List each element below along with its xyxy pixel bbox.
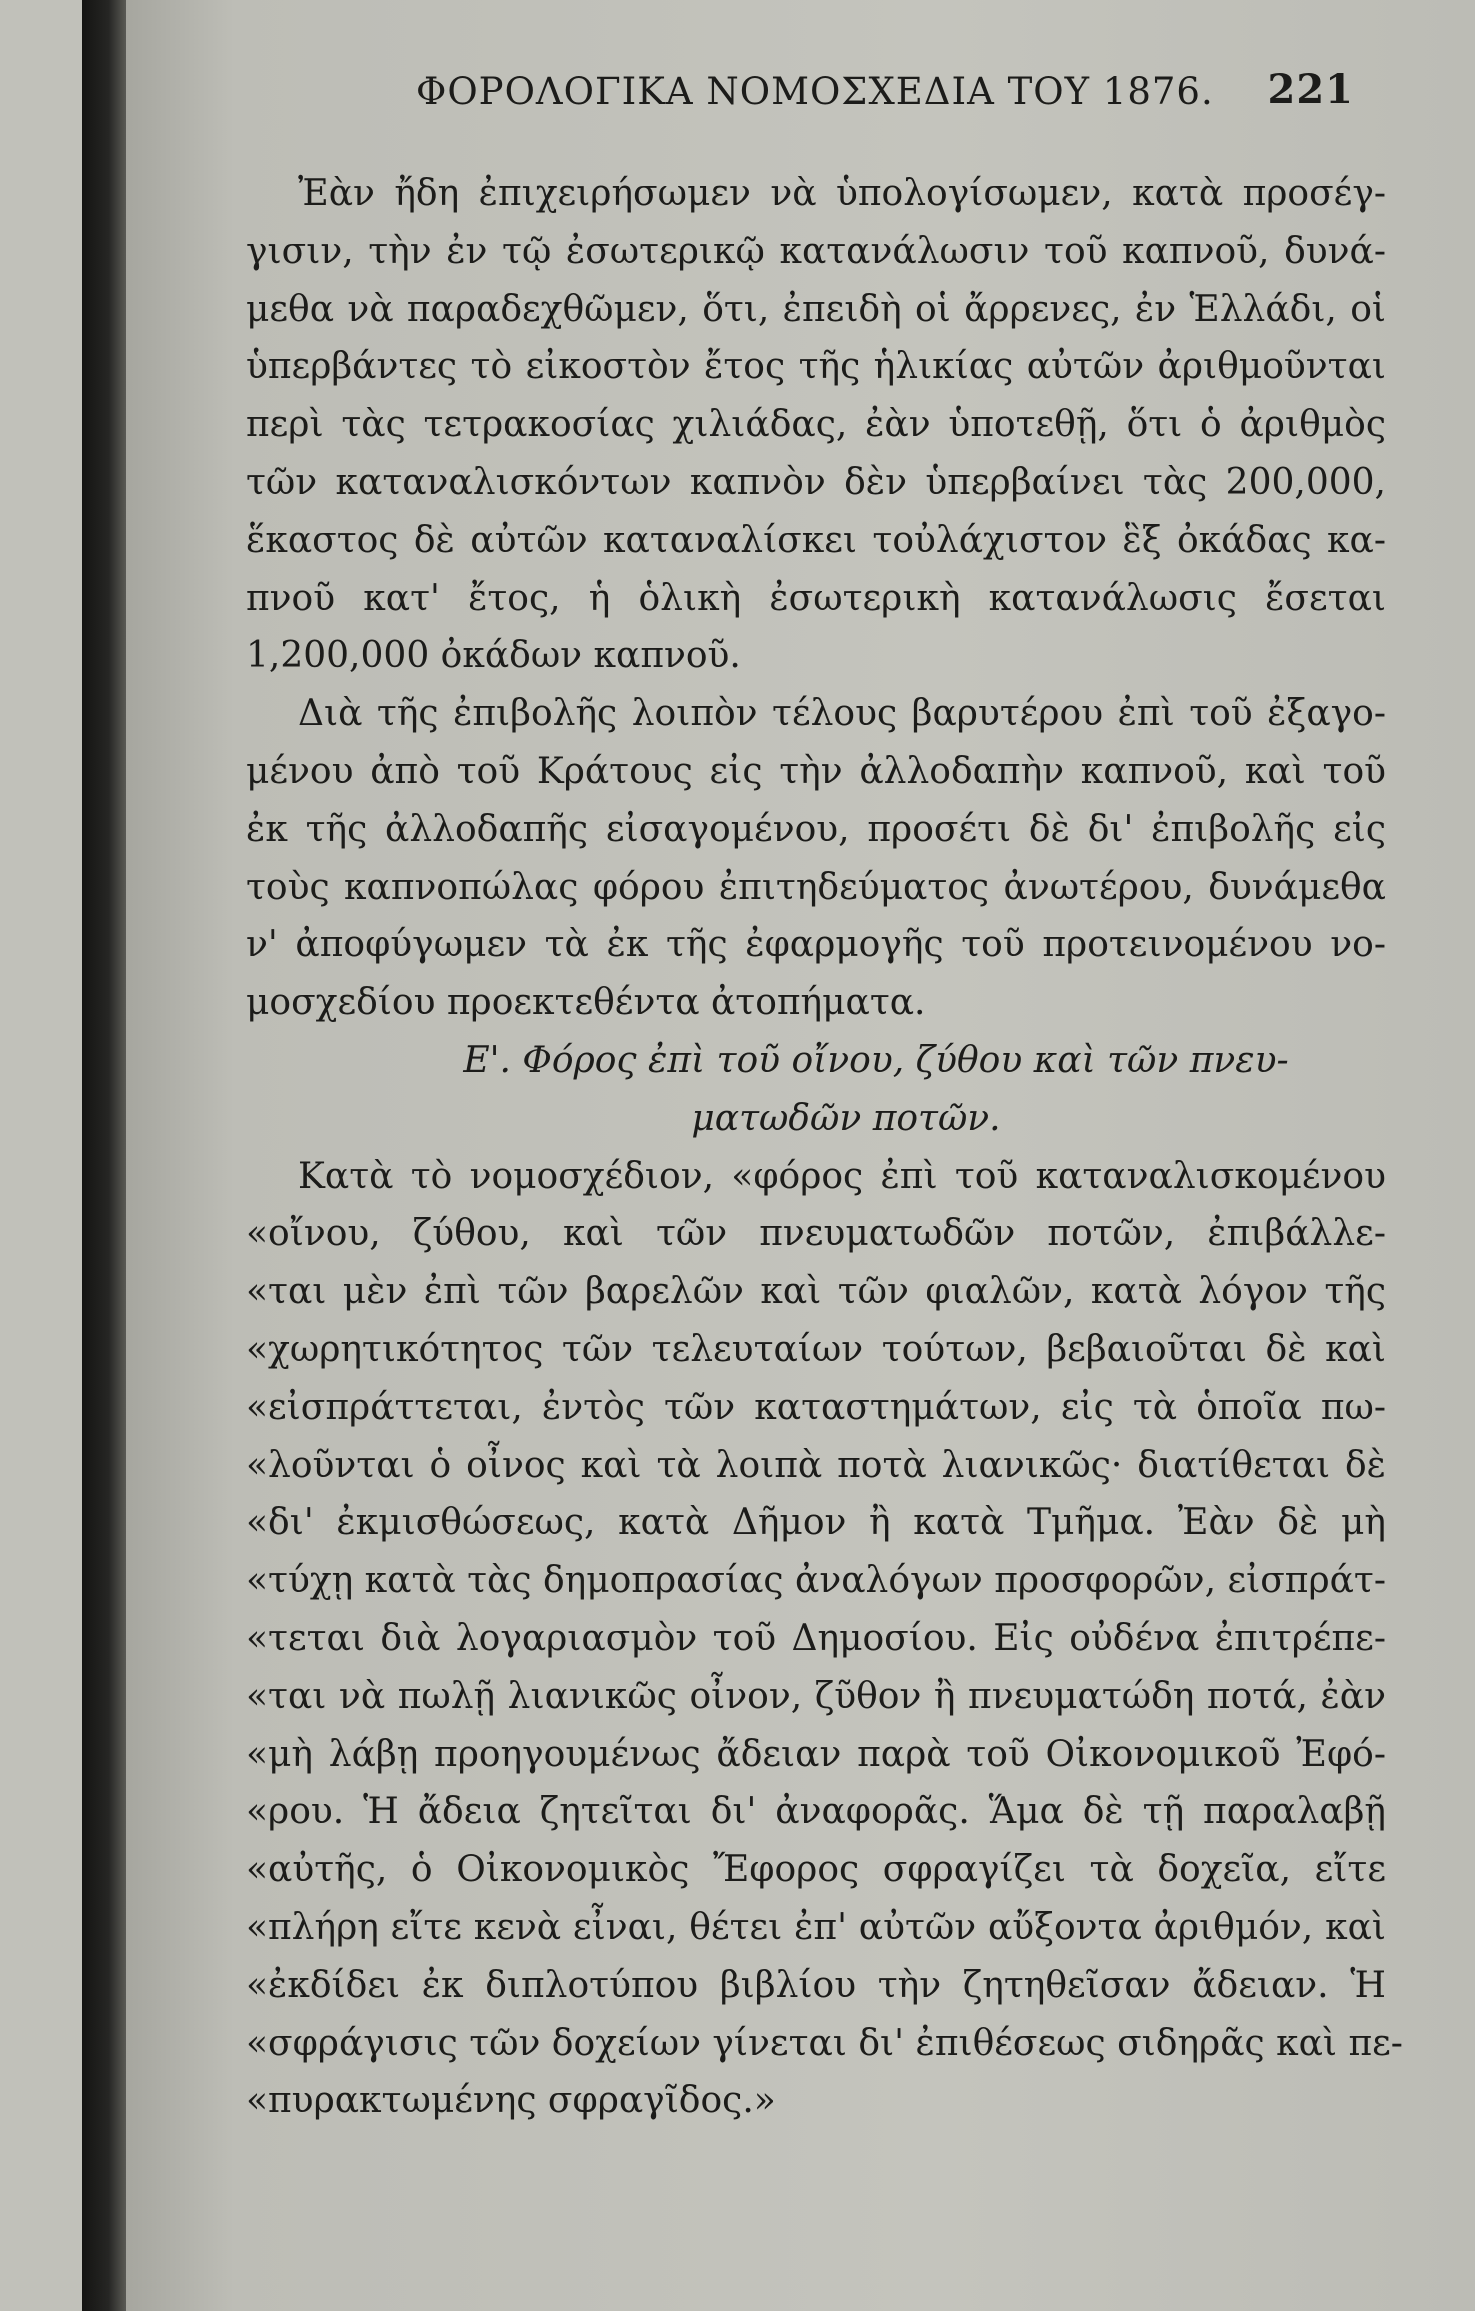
text-line: γισιν, τὴν ἐν τῷ ἐσωτερικῷ κατανάλωσιν τοῦ καπνοῦ, δυνά- — [246, 230, 1386, 272]
left-page-margin — [0, 0, 82, 2311]
text-line: «ται νὰ πωλῇ λιανικῶς οἶνον, ζῦθον ἢ πνευματώδη ποτά, ἐὰν — [246, 1675, 1386, 1717]
text-line: «πυρακτωμένης σφραγῖδος.» — [246, 2080, 776, 2122]
text-line: «μὴ λάβῃ προηγουμένως ἄδειαν παρὰ τοῦ Οἰκονομικοῦ Ἐφό- — [246, 1733, 1386, 1775]
text-line: μοσχεδίου προεκτεθέντα ἀτοπήματα. — [246, 982, 926, 1024]
text-line: ν' ἀποφύγωμεν τὰ ἐκ τῆς ἐφαρμογῆς τοῦ προτεινομένου νο- — [246, 924, 1386, 966]
text-line: «τεται διὰ λογαριασμὸν τοῦ Δημοσίου. Εἰς οὐδένα ἐπιτρέπε- — [246, 1617, 1386, 1659]
text-line: «ται μὲν ἐπὶ τῶν βαρελῶν καὶ τῶν φιαλῶν, κατὰ λόγον τῆς — [246, 1271, 1386, 1313]
text-line: τοὺς καπνοπώλας φόρου ἐπιτηδεύματος ἀνωτέρου, δυνάμεθα — [246, 866, 1386, 908]
section-heading-continued: ματωδῶν ποτῶν. — [691, 1097, 1001, 1139]
text-line: «δι' ἐκμισθώσεως, κατὰ Δῆμον ἢ κατὰ Τμῆμα. Ἐὰν δὲ μὴ — [246, 1502, 1386, 1544]
running-title: ΦΟΡΟΛΟΓΙΚΑ ΝΟΜΟΣΧΕΔΙΑ ΤΟΥ 1876. — [416, 70, 1214, 113]
text-line: «οἴνου, ζύθου, καὶ τῶν πνευματωδῶν ποτῶν, ἐπιβάλλε- — [246, 1213, 1386, 1255]
text-line: «χωρητικότητος τῶν τελευταίων τούτων, βεβαιοῦται δὲ καὶ — [246, 1328, 1386, 1370]
text-line: Ἐὰν ἤδη ἐπιχειρήσωμεν νὰ ὑπολογίσωμεν, κατὰ προσέγ- — [298, 173, 1386, 214]
text-line: περὶ τὰς τετρακοσίας χιλιάδας, ἐὰν ὑποτεθῇ, ὅτι ὁ ἀριθμὸς — [246, 404, 1386, 446]
text-line: «λοῦνται ὁ οἶνος καὶ τὰ λοιπὰ ποτὰ λιανικῶς· διατίθεται δὲ — [246, 1444, 1386, 1486]
text-line: Κατὰ τὸ νομοσχέδιον, «φόρος ἐπὶ τοῦ καταναλισκομένου — [298, 1155, 1386, 1197]
text-line: Διὰ τῆς ἐπιβολῆς λοιπὸν τέλους βαρυτέρου ἐπὶ τοῦ ἐξαγο- — [298, 693, 1386, 735]
running-head — [316, 62, 1366, 122]
text-line: μένου ἀπὸ τοῦ Κράτους εἰς τὴν ἀλλοδαπὴν καπνοῦ, καὶ τοῦ — [246, 750, 1386, 792]
text-line: «πλήρη εἴτε κενὰ εἶναι, θέτει ἐπ' αὐτῶν αὔξοντα ἀριθμόν, καὶ — [246, 1906, 1386, 1948]
text-line: «εἰσπράττεται, ἐντὸς τῶν καταστημάτων, εἰς τὰ ὁποῖα πω- — [246, 1386, 1386, 1428]
text-line: «ἐκδίδει ἐκ διπλοτύπου βιβλίου τὴν ζητηθεῖσαν ἄδειαν. Ἡ — [246, 1964, 1386, 2006]
section-heading: Ε'. Φόρος ἐπὶ τοῦ οἴνου, ζύθου καὶ τῶν πνευ- — [463, 1039, 1289, 1081]
text-line: «αὐτῆς, ὁ Οἰκονομικὸς Ἔφορος σφραγίζει τὰ δοχεῖα, εἴτε — [246, 1849, 1386, 1891]
body-text — [246, 165, 1403, 2130]
text-line: ἕκαστος δὲ αὐτῶν καταναλίσκει τοὐλάχιστον ἓξ ὀκάδας κα- — [246, 519, 1386, 561]
text-line: «ρου. Ἡ ἄδεια ζητεῖται δι' ἀναφορᾶς. Ἅμα δὲ τῇ παραλαβῇ — [246, 1791, 1386, 1833]
text-line: ὑπερβάντες τὸ εἰκοστὸν ἔτος τῆς ἡλικίας αὐτῶν ἀριθμοῦνται — [246, 346, 1386, 388]
text-line: μεθα νὰ παραδεχθῶμεν, ὅτι, ἐπειδὴ οἱ ἄρρενες, ἐν Ἑλλάδι, οἱ — [246, 288, 1386, 330]
text-line: «τύχῃ κατὰ τὰς δημοπρασίας ἀναλόγων προσφορῶν, εἰσπράτ- — [246, 1560, 1387, 1602]
text-line: ἐκ τῆς ἀλλοδαπῆς εἰσαγομένου, προσέτι δὲ δι' ἐπιβολῆς εἰς — [246, 808, 1386, 850]
text-line: «σφράγισις τῶν δοχείων γίνεται δι' ἐπιθέσεως σιδηρᾶς καὶ πε- — [246, 2022, 1403, 2064]
text-line: 1,200,000 ὀκάδων καπνοῦ. — [246, 635, 741, 677]
book-gutter — [82, 0, 126, 2311]
page-number: 221 — [1267, 66, 1354, 113]
text-line: τῶν καταναλισκόντων καπνὸν δὲν ὑπερβαίνει τὰς 200,000, — [246, 461, 1386, 503]
text-line: πνοῦ κατ' ἔτος, ἡ ὁλικὴ ἐσωτερικὴ κατανάλωσις ἔσεται — [246, 577, 1386, 619]
